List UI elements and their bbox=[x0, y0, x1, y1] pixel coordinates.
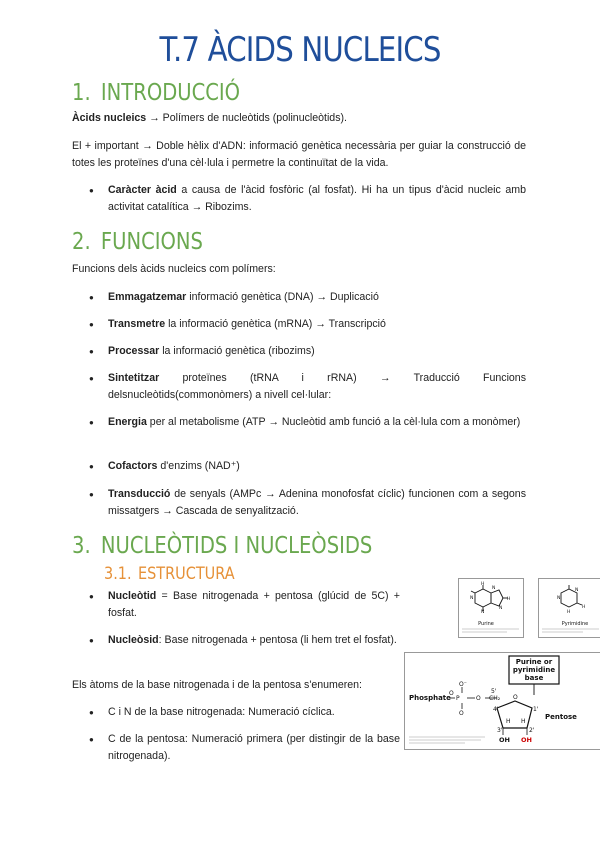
subsection-number: 3.1. bbox=[104, 564, 132, 584]
svg-text:N: N bbox=[557, 596, 561, 601]
list-item-text: d'enzims (NAD⁺) bbox=[157, 460, 240, 472]
svg-text:H: H bbox=[582, 605, 586, 610]
svg-text:H: H bbox=[507, 597, 511, 602]
paragraph-important: El + important → Doble hèlix d'ADN: informació genètica necessària per guiar la construcció de totes les proteïnes d'una cèl·lula i permetre la continuïtat de la vida. bbox=[72, 140, 526, 169]
subsection-heading-estructura bbox=[104, 564, 235, 584]
paragraph-acids-nucleics bbox=[72, 110, 526, 127]
list-item bbox=[108, 486, 526, 520]
section-title: INTRODUCCIÓ bbox=[100, 80, 241, 106]
svg-text:N: N bbox=[575, 588, 579, 593]
list-item-text: a causa de l'àcid fosfòric (al fosfat). Hi ha un tipus d'àcid nucleic amb activitat catalítica → Ribozims. bbox=[108, 184, 526, 213]
list-item-text: = Base nitrogenada + pentosa (glúcid de 5C) + fosfat. bbox=[108, 590, 400, 619]
svg-text:O: O bbox=[476, 695, 481, 702]
list-item-text: la informació genètica (ribozims) bbox=[159, 345, 315, 357]
section-number: 1. bbox=[72, 80, 91, 106]
subsection-title: ESTRUCTURA bbox=[138, 564, 235, 584]
section-number: 2. bbox=[72, 229, 91, 255]
svg-text:O: O bbox=[513, 694, 518, 701]
paragraph-atoms: Els àtoms de la base nitrogenada i de la pentosa s'enumeren: bbox=[72, 679, 363, 691]
term-nucleotid: Nucleòtid bbox=[108, 590, 157, 602]
list-item bbox=[108, 182, 526, 216]
list-item-text: informació genètica (DNA) → Duplicació bbox=[186, 291, 379, 303]
purine-label: Purine bbox=[478, 621, 494, 627]
page-title: T.7 ÀCIDS NUCLEICS bbox=[159, 30, 441, 70]
svg-text:P: P bbox=[456, 695, 460, 702]
svg-text:2': 2' bbox=[529, 727, 535, 734]
list-item bbox=[108, 632, 400, 649]
svg-text:N: N bbox=[499, 606, 503, 611]
svg-text:4': 4' bbox=[493, 706, 499, 713]
list-item bbox=[108, 458, 526, 475]
svg-text:H: H bbox=[521, 718, 526, 725]
svg-text:H: H bbox=[567, 610, 571, 615]
list-item: ● C de la pentosa: Numeració primera (per distingir de la base nitrogenada). bbox=[108, 731, 400, 765]
pyrimidine-label: Pyrimidine bbox=[561, 621, 589, 627]
list-item-text: proteïnes (tRNA i rRNA) → Traducció Funcions delsnucleòtids(commonòmers) a nivell cel·lular: bbox=[108, 372, 526, 401]
list-item-text: de senyals (AMPc → Adenina monofosfat cíclic) funcionen com a segons missatgers → Cascada de senyalització. bbox=[108, 488, 526, 517]
svg-text:O: O bbox=[449, 690, 454, 697]
svg-text:N: N bbox=[470, 596, 474, 601]
term-acids-nucleics: Àcids nucleics bbox=[72, 112, 147, 124]
svg-text:3': 3' bbox=[497, 727, 503, 734]
term: Sintetitzar bbox=[108, 372, 160, 384]
term-caracter-acid: Caràcter àcid bbox=[108, 184, 177, 196]
svg-text:1': 1' bbox=[533, 706, 539, 713]
section-heading-introduccio bbox=[72, 80, 240, 106]
section-heading-funcions bbox=[72, 229, 203, 255]
svg-text:5': 5' bbox=[491, 688, 497, 695]
list-item: ● C i N de la base nitrogenada: Numeració cíclica. bbox=[108, 704, 398, 721]
term: Emmagatzemar bbox=[108, 291, 187, 303]
base-label: Purine or pyrimidine base bbox=[512, 658, 556, 682]
term: Energia bbox=[108, 416, 147, 428]
svg-text:O: O bbox=[459, 710, 464, 717]
term: Transducció bbox=[108, 488, 171, 500]
list-item-text: la informació genètica (mRNA) → Transcripció bbox=[165, 318, 386, 330]
section-title: NUCLEÒTIDS I NUCLEÒSIDS bbox=[100, 533, 373, 559]
list-item-text: per al metabolisme (ATP → Nucleòtid amb funció a la cèl·lula com a monòmer) bbox=[146, 416, 521, 428]
list-item-text: : Base nitrogenada + pentosa (li hem tret el fosfat). bbox=[158, 634, 397, 646]
svg-text:H: H bbox=[506, 718, 511, 725]
list-item bbox=[108, 370, 526, 404]
section-title: FUNCIONS bbox=[100, 229, 203, 255]
list-item bbox=[108, 316, 526, 333]
svg-text:CH₂: CH₂ bbox=[489, 695, 501, 702]
svg-text:H: H bbox=[481, 582, 485, 587]
pentose-label: Pentose bbox=[545, 713, 577, 721]
section-heading-nucleotids bbox=[72, 533, 372, 559]
oh-2-label: OH bbox=[521, 736, 532, 744]
term-nucleosid: Nucleòsid bbox=[108, 634, 159, 646]
phosphate-label: Phosphate bbox=[409, 694, 451, 702]
purine-structure-image bbox=[458, 578, 524, 638]
pyrimidine-structure-image bbox=[538, 578, 600, 638]
list-item bbox=[108, 588, 400, 622]
term: Transmetre bbox=[108, 318, 166, 330]
oh-3-label: OH bbox=[499, 736, 510, 744]
svg-text:O⁻: O⁻ bbox=[459, 681, 467, 688]
svg-text:N: N bbox=[481, 610, 485, 615]
list-item bbox=[108, 414, 526, 431]
paragraph-funcions-intro: Funcions dels àcids nucleics com polímers: bbox=[72, 263, 276, 275]
nucleotide-structure-diagram bbox=[404, 652, 600, 750]
list-item bbox=[108, 343, 526, 360]
list-item bbox=[108, 289, 526, 306]
section-number: 3. bbox=[72, 533, 91, 559]
term: Cofactors bbox=[108, 460, 158, 472]
definition-text: → Polímers de nucleòtids (polinucleòtids). bbox=[146, 112, 347, 124]
term: Processar bbox=[108, 345, 160, 357]
svg-text:N: N bbox=[492, 586, 496, 591]
